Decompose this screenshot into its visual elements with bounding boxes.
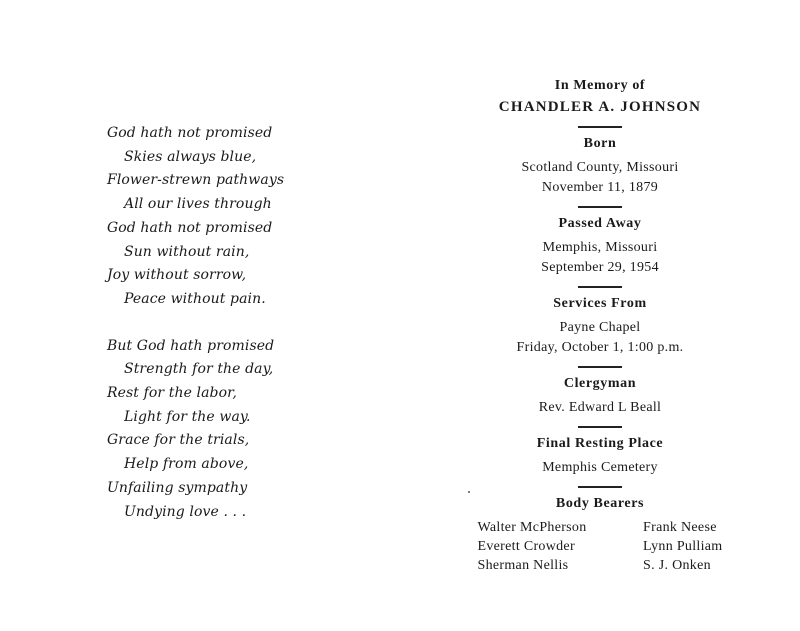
death-date: September 29, 1954 <box>541 260 659 275</box>
born-heading: Born <box>583 136 617 151</box>
clergyman-section <box>470 366 730 418</box>
bearer-name: Frank Neese <box>643 520 717 535</box>
clergyman-heading: Clergyman <box>563 376 637 391</box>
section-divider <box>578 286 622 288</box>
poem-stanza-2 <box>107 335 307 525</box>
poem-line: God hath not promised <box>107 219 273 236</box>
bearers-heading: Body Bearers <box>555 496 645 511</box>
poem-line: Help from above, <box>124 456 249 473</box>
bearers-list <box>478 518 723 575</box>
poem-line: Unfailing sympathy <box>107 479 248 496</box>
poem-line: Skies always blue, <box>124 148 257 165</box>
bearers-section <box>470 486 730 575</box>
clergyman-name: Rev. Edward L Beall <box>538 400 662 415</box>
poem-line: Strength for the day, <box>124 361 274 378</box>
bearer-name: Walter McPherson <box>477 520 587 535</box>
bearer-name: Everett Crowder <box>477 539 575 554</box>
poem-line: Grace for the trials, <box>107 432 250 449</box>
section-divider <box>578 126 622 128</box>
services-section <box>470 286 730 358</box>
deceased-name: CHANDLER A. JOHNSON <box>498 99 702 115</box>
death-place: Memphis, Missouri <box>542 240 658 255</box>
services-time: Friday, October 1, 1:00 p.m. <box>516 340 684 355</box>
resting-place-section <box>470 426 730 478</box>
poem-line: All our lives through <box>124 196 272 213</box>
poem-line: Peace without pain. <box>124 290 266 307</box>
birth-date: November 11, 1879 <box>541 180 659 195</box>
memorial-poem <box>107 122 307 524</box>
services-heading: Services From <box>553 296 647 311</box>
section-divider <box>578 426 622 428</box>
poem-line: But God hath promised <box>107 337 275 354</box>
bearer-name: Sherman Nellis <box>477 558 569 573</box>
section-divider <box>578 486 622 488</box>
born-section <box>470 126 730 198</box>
memory-title: In Memory of <box>554 78 646 93</box>
section-divider <box>578 206 622 208</box>
poem-line: Light for the way. <box>124 408 251 425</box>
bearer-name: Lynn Pulliam <box>643 539 723 554</box>
passed-away-heading: Passed Away <box>558 216 642 231</box>
services-place: Payne Chapel <box>559 320 641 335</box>
passed-away-section <box>470 206 730 278</box>
poem-line: God hath not promised <box>107 125 273 141</box>
bearer-name: S. J. Onken <box>643 558 711 573</box>
poem-line: Rest for the labor, <box>107 385 237 402</box>
poem-line: Undying love . . . <box>124 503 247 520</box>
section-divider <box>578 366 622 368</box>
memorial-details <box>470 76 730 575</box>
resting-place-heading: Final Resting Place <box>536 436 664 451</box>
poem-stanza-1 <box>107 122 307 312</box>
poem-line: Sun without rain, <box>124 243 250 260</box>
poem-line: Joy without sorrow, <box>107 267 247 284</box>
birth-place: Scotland County, Missouri <box>521 160 679 175</box>
poem-line: Flower-strewn pathways <box>107 172 285 189</box>
resting-place-name: Memphis Cemetery <box>542 460 658 475</box>
